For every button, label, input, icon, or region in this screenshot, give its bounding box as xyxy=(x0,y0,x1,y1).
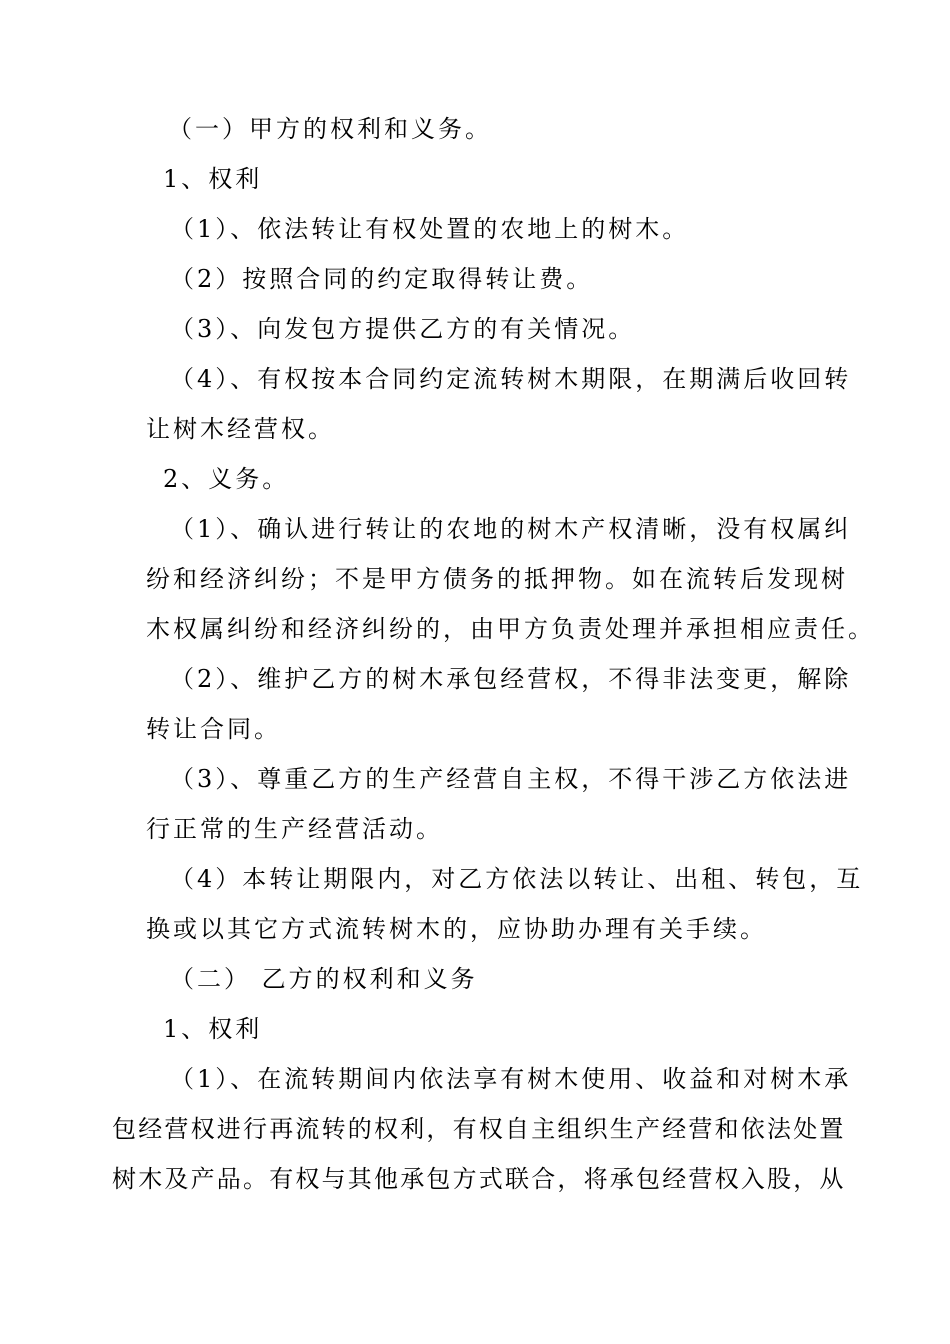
paragraph-line: （4）、有权按本合同约定流转树木期限，在期满后收回转 xyxy=(170,365,852,393)
paragraph-line: 包经营权进行再流转的权利，有权自主组织生产经营和依法处置 xyxy=(112,1115,846,1143)
subheading-obligations: 2、义务。 xyxy=(163,465,290,493)
paragraph-line: （4）本转让期限内，对乙方依法以转让、出租、转包，互 xyxy=(170,865,864,893)
paragraph-line: （3）、向发包方提供乙方的有关情况。 xyxy=(170,315,636,343)
paragraph-line: （2）按照合同的约定取得转让费。 xyxy=(170,265,594,293)
paragraph-line: 转让合同。 xyxy=(146,715,281,743)
paragraph-line: 木权属纠纷和经济纠纷的，由甲方负责处理并承担相应责任。 xyxy=(146,615,875,643)
paragraph-line: （2）、维护乙方的树木承包经营权，不得非法变更，解除 xyxy=(170,665,852,693)
paragraph-line: （1）、依法转让有权处置的农地上的树木。 xyxy=(170,215,690,243)
paragraph-line: （3）、尊重乙方的生产经营自主权，不得干涉乙方依法进 xyxy=(170,765,852,793)
paragraph-line: 让树木经营权。 xyxy=(146,415,335,443)
paragraph-line: （1）、在流转期间内依法享有树木使用、收益和对树木承 xyxy=(170,1065,852,1093)
paragraph-line: 树木及产品。有权与其他承包方式联合，将承包经营权入股，从 xyxy=(112,1165,846,1193)
section-heading-party-a: （一）甲方的权利和义务。 xyxy=(168,115,492,143)
paragraph-line: （1）、确认进行转让的农地的树木产权清晰，没有权属纠 xyxy=(170,515,852,543)
section-heading-party-b: （二） 乙方的权利和义务 xyxy=(170,965,478,993)
paragraph-line: 换或以其它方式流转树木的，应协助办理有关手续。 xyxy=(146,915,767,943)
subheading-rights: 1、权利 xyxy=(163,1015,263,1043)
subheading-rights: 1、权利 xyxy=(163,165,263,193)
paragraph-line: 行正常的生产经营活动。 xyxy=(146,815,443,843)
paragraph-line: 纷和经济纠纷；不是甲方债务的抵押物。如在流转后发现树 xyxy=(146,565,848,593)
